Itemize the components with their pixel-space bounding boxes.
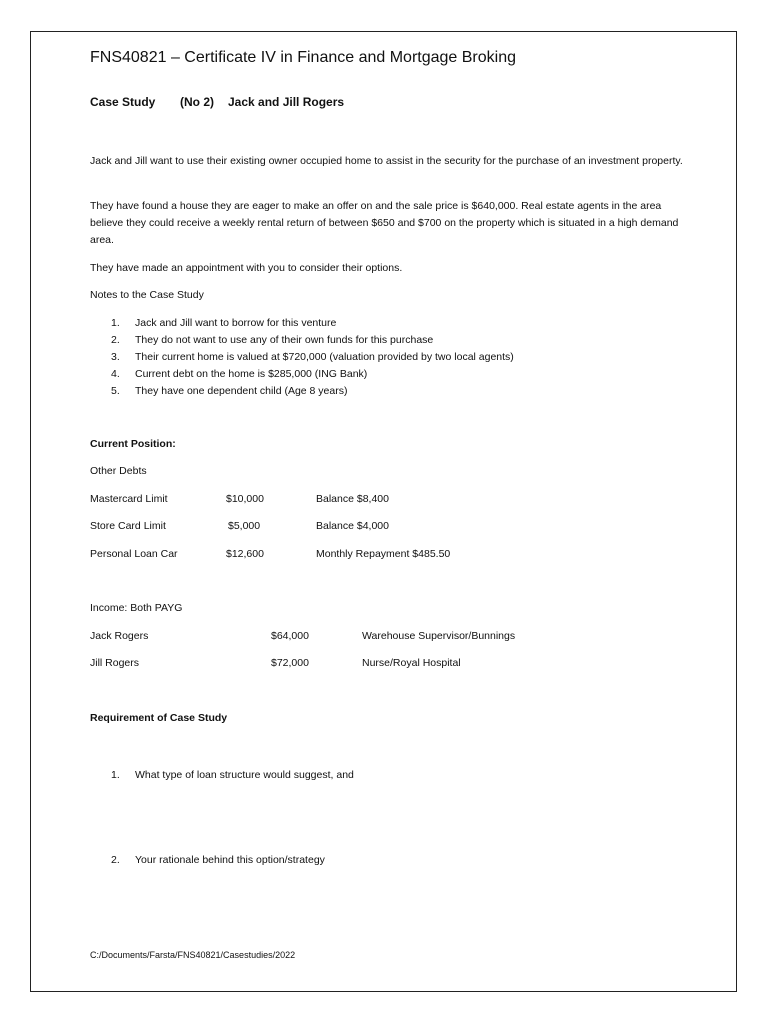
debt-detail: Balance $4,000 (316, 520, 389, 532)
list-number: 2. (111, 334, 120, 346)
debt-detail: Balance $8,400 (316, 493, 389, 505)
list-number: 1. (111, 317, 120, 329)
debt-amount: $12,600 (226, 548, 264, 560)
list-number: 3. (111, 351, 120, 363)
list-text: What type of loan structure would suggest, and (135, 769, 354, 781)
list-item (111, 315, 514, 332)
list-text: Your rationale behind this option/strategy (135, 854, 325, 866)
income-amount: $64,000 (271, 630, 309, 642)
list-text: They do not want to use any of their own funds for this purchase (135, 334, 434, 346)
debt-name: Personal Loan Car (90, 548, 178, 560)
income-name: Jill Rogers (90, 657, 140, 669)
list-number: 1. (111, 769, 120, 781)
current-position-heading: Current Position: (90, 438, 176, 450)
list-number: 4. (111, 368, 120, 380)
notes-list (111, 315, 514, 400)
case-study-heading (90, 95, 344, 109)
list-text: Their current home is valued at $720,000 (valuation provided by two local agents) (135, 351, 514, 363)
document-title: FNS40821 – Certificate IV in Finance and Mortgage Broking (90, 49, 517, 66)
debt-name: Store Card Limit (90, 520, 166, 532)
income-job: Warehouse Supervisor/Bunnings (362, 630, 516, 642)
case-study-label: Case Study (90, 95, 156, 109)
notes-heading: Notes to the Case Study (90, 289, 204, 301)
list-item (111, 366, 514, 383)
house-paragraph: They have found a house they are eager to make an offer on and the sale price is $640,000. Real estate agents in the area believe they could receive a weekly rental return of between $650 and $700 on the property which is situated in a high demand area. (90, 200, 679, 246)
case-study-names: Jack and Jill Rogers (228, 95, 345, 109)
requirement-heading: Requirement of Case Study (90, 712, 228, 724)
intro-paragraph: Jack and Jill want to use their existing owner occupied home to assist in the security for the purchase of an investment property. (90, 155, 683, 167)
list-item (111, 349, 514, 366)
case-study-number: (No 2) (180, 95, 214, 109)
debt-amount: $10,000 (226, 493, 264, 505)
document-page (30, 31, 737, 992)
requirement-list (111, 852, 325, 869)
debt-detail: Monthly Repayment $485.50 (316, 548, 451, 560)
list-number: 5. (111, 385, 120, 397)
list-item (111, 383, 514, 400)
requirement-list (111, 767, 354, 784)
other-debts-label: Other Debts (90, 465, 147, 477)
income-job: Nurse/Royal Hospital (362, 657, 461, 669)
list-item (111, 332, 514, 349)
income-heading: Income: Both PAYG (90, 602, 183, 614)
income-amount: $72,000 (271, 657, 309, 669)
debt-amount: $5,000 (228, 520, 261, 532)
list-number: 2. (111, 854, 120, 866)
list-text: Current debt on the home is $285,000 (ING Bank) (135, 368, 368, 380)
list-text: Jack and Jill want to borrow for this venture (135, 317, 337, 329)
debt-name: Mastercard Limit (90, 493, 168, 505)
income-name: Jack Rogers (90, 630, 149, 642)
appointment-paragraph: They have made an appointment with you to consider their options. (90, 262, 403, 274)
list-item (111, 767, 354, 784)
list-item (111, 852, 325, 869)
footer-path: C:/Documents/Farsta/FNS40821/Casestudies/2022 (90, 950, 296, 960)
list-text: They have one dependent child (Age 8 years) (135, 385, 348, 397)
